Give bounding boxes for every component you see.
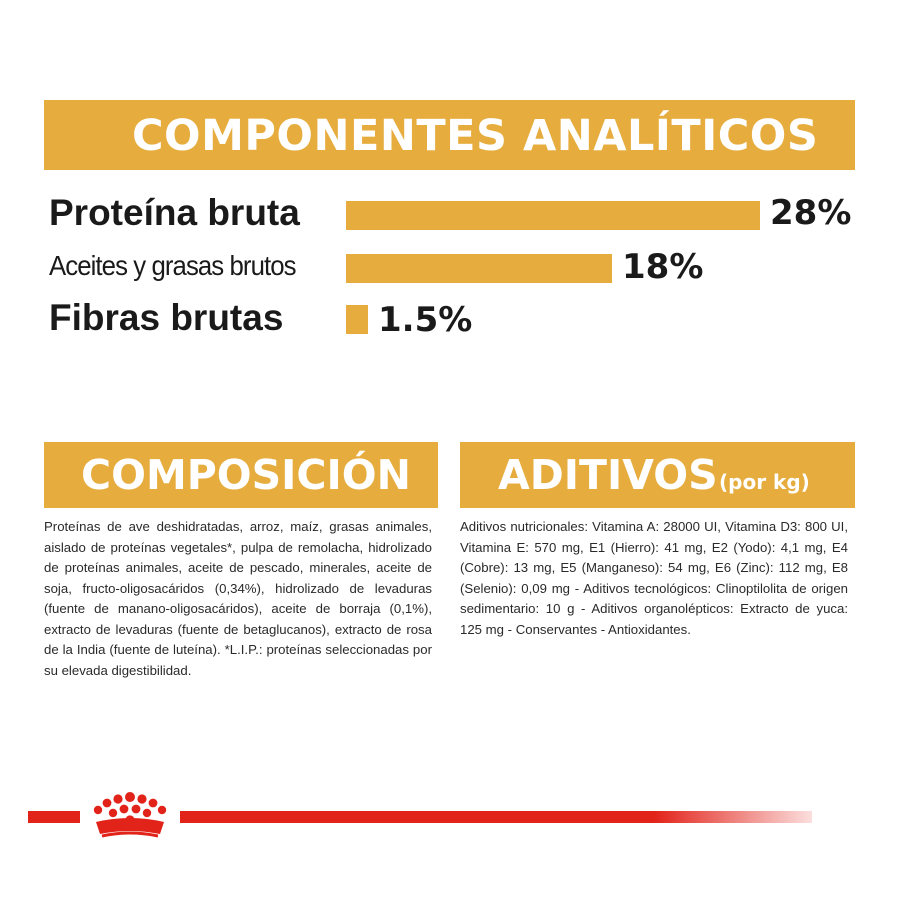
fiber-bar <box>346 305 368 334</box>
analytic-components-banner <box>44 100 855 170</box>
fiber-value: 1.5% <box>378 300 473 340</box>
fat-label: Aceites y grasas brutos <box>49 250 296 281</box>
additives-title-suffix: (por kg) <box>719 470 810 494</box>
additives-text: Aditivos nutricionales: Vitamina A: 28000 UI, Vitamina D3: 800 UI, Vitamina E: 570 mg, E1 (Hierro): 41 mg, E2 (Yodo): 4,1 mg, E4 (Cobre): 13 mg, E5 (Manganeso): 54 mg, E6 (Zinc): 112 mg, E8 (Selenio): 0,09 mg - Aditivos tecnológicos: Clinoptilolita de origen sedimentario: 10 g - Aditivos organolépticos: Extracto de yuca: 125 mg - Conservantes - Antioxidantes. <box>460 519 848 637</box>
composition-text: Proteínas de ave deshidratadas, arroz, maíz, grasas animales, aislado de proteínas vegetales*, pulpa de remolacha, hidrolizado de proteínas animales, aceite de pescado, minerales, aceite de soja, fructo-oligosacáridos (0,34%), hidrolizado de levaduras (fuente de manano-oligosacáridos), aceite de borraja (0,1%), extracto de levaduras (fuente de betaglucanos), extracto de rosa de la India (fuente de luteína). *L.I.P.: proteínas seleccionadas por su elevada digestibilidad. <box>44 519 432 678</box>
fiber-label: Fibras brutas <box>49 297 284 338</box>
protein-label: Proteína bruta <box>49 192 300 233</box>
fat-bar <box>346 254 612 283</box>
royal-crown-icon <box>84 790 176 842</box>
fat-value: 18% <box>622 247 704 287</box>
composition-banner <box>44 442 438 508</box>
additives-banner <box>460 442 855 508</box>
brand-line-left <box>28 811 80 823</box>
composition-title: COMPOSICIÓN <box>81 451 411 499</box>
brand-line-right <box>180 811 812 823</box>
protein-value: 28% <box>770 193 852 233</box>
additives-title: ADITIVOS <box>498 451 718 499</box>
analytic-components-title: COMPONENTES ANALÍTICOS <box>132 111 819 161</box>
protein-bar <box>346 201 760 230</box>
